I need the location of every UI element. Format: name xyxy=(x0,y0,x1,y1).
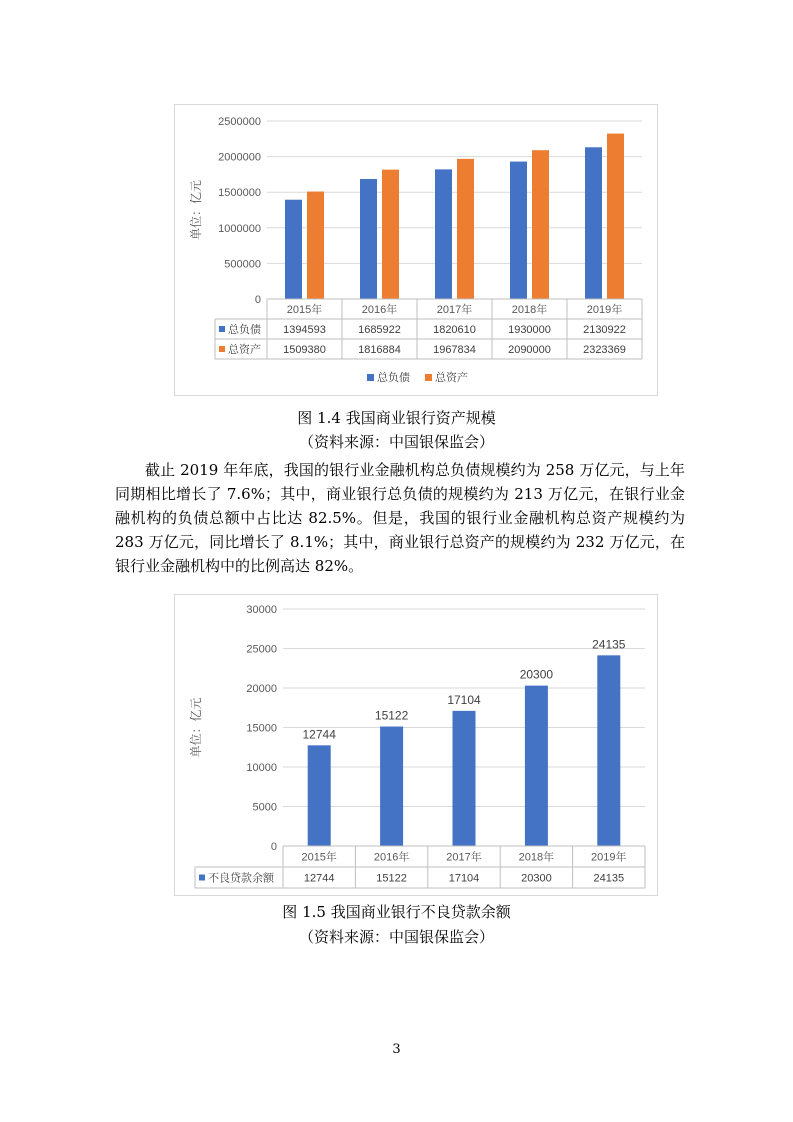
figure-1-4-source: （资料来源：中国银保监会） xyxy=(298,433,494,451)
bar-series1 xyxy=(453,711,476,846)
x-tick-label: 2015年 xyxy=(286,304,323,316)
y-tick-label: 5000 xyxy=(252,801,277,814)
table-cell: 1930000 xyxy=(508,324,551,336)
table-cell: 1685922 xyxy=(358,324,401,336)
table-series-name: 总资产 xyxy=(228,344,261,356)
table-cell: 1967834 xyxy=(433,344,476,356)
y-tick-label: 0 xyxy=(270,841,277,853)
bar-series2 xyxy=(532,150,549,299)
table-cell: 2090000 xyxy=(508,344,551,356)
legend-key xyxy=(425,374,432,381)
bar-series1 xyxy=(525,686,548,846)
legend-key xyxy=(367,374,374,381)
bar-series2 xyxy=(382,170,399,299)
y-tick-label: 1000000 xyxy=(218,222,261,235)
table-cell: 1394593 xyxy=(283,324,326,336)
figure-1-4-title: 图 1.4 我国商业银行资产规模 xyxy=(297,409,496,427)
npl-balance-chart-svg xyxy=(175,595,657,895)
table-cell: 1816884 xyxy=(358,344,401,356)
table-series-name: 不良贷款余额 xyxy=(208,872,274,885)
table-cell: 12744 xyxy=(303,872,335,885)
bar-series2 xyxy=(607,134,624,299)
table-legend-key xyxy=(219,346,225,352)
x-tick-label: 2018年 xyxy=(518,851,555,864)
body-paragraph: 截止 2019 年年底，我国的银行业金融机构总负债规模约为 258 万亿元，与上年同期相比增长了 7.6%；其中，商业银行总负债的规模约为 213 万亿元，在银行业金融机构的负债总额中占比达 82.5%。但是，我国的银行业金融机构总资产规模约为 283 万亿元，同比增长了 8.1%；其中，商业银行总资产的规模约为 232 万亿元，在银行业金融机构中的比例高达 82%。 xyxy=(115,461,685,575)
x-tick-label: 2017年 xyxy=(446,851,482,864)
table-series-name: 总负债 xyxy=(228,324,261,336)
table-cell: 1820610 xyxy=(433,324,476,336)
y-tick-label: 10000 xyxy=(246,762,277,774)
x-tick-label: 2016年 xyxy=(361,304,398,316)
y-tick-label: 25000 xyxy=(246,643,277,656)
table-cell: 17104 xyxy=(448,872,480,885)
data-label: 15122 xyxy=(374,708,409,723)
table-legend-key xyxy=(199,875,205,881)
y-tick-label: 2500000 xyxy=(218,116,261,128)
bar-series1 xyxy=(585,147,602,299)
table-legend-key xyxy=(219,326,225,332)
npl-balance-chart xyxy=(174,594,658,896)
bar-series2 xyxy=(457,159,474,299)
legend-label: 总负债 xyxy=(377,372,410,384)
y-tick-label: 0 xyxy=(254,294,261,306)
y-axis-title: 单位：亿元 xyxy=(189,697,203,758)
data-label: 20300 xyxy=(519,667,554,682)
x-tick-label: 2019年 xyxy=(591,851,627,864)
bar-series1 xyxy=(510,162,527,299)
asset-scale-chart xyxy=(174,104,658,396)
bar-series1 xyxy=(597,655,620,846)
bar-series2 xyxy=(307,192,324,299)
table-cell: 15122 xyxy=(376,872,407,885)
data-label: 17104 xyxy=(447,692,481,707)
bar-series1 xyxy=(380,727,403,846)
bar-series1 xyxy=(360,179,377,299)
figure-1-5-title: 图 1.5 我国商业银行不良贷款余额 xyxy=(282,903,511,921)
x-tick-label: 2019年 xyxy=(586,304,623,316)
y-tick-label: 15000 xyxy=(246,722,277,735)
asset-scale-chart-svg xyxy=(175,105,657,395)
y-tick-label: 2000000 xyxy=(218,151,261,164)
x-tick-label: 2016年 xyxy=(373,851,410,864)
table-cell: 2130922 xyxy=(583,324,626,336)
y-tick-label: 1500000 xyxy=(218,187,261,200)
bar-series1 xyxy=(285,200,302,299)
y-tick-label: 30000 xyxy=(246,604,277,616)
table-cell: 1509380 xyxy=(283,344,326,356)
figure-1-5-source: （资料来源：中国银保监会） xyxy=(298,928,494,946)
y-tick-label: 20000 xyxy=(246,683,277,695)
legend-label: 总资产 xyxy=(435,372,468,384)
table-cell: 24135 xyxy=(593,872,625,885)
x-tick-label: 2015年 xyxy=(301,851,337,864)
table-cell: 20300 xyxy=(521,872,552,885)
bar-series1 xyxy=(435,169,452,299)
y-tick-label: 500000 xyxy=(224,258,261,271)
bar-series1 xyxy=(308,745,331,846)
page-number: 3 xyxy=(392,1042,401,1057)
x-tick-label: 2017年 xyxy=(436,304,473,316)
y-axis-title: 单位：亿元 xyxy=(189,179,203,241)
data-label: 24135 xyxy=(592,637,626,652)
data-label: 12744 xyxy=(302,727,336,742)
x-tick-label: 2018年 xyxy=(511,304,548,316)
table-cell: 2323369 xyxy=(583,344,626,356)
